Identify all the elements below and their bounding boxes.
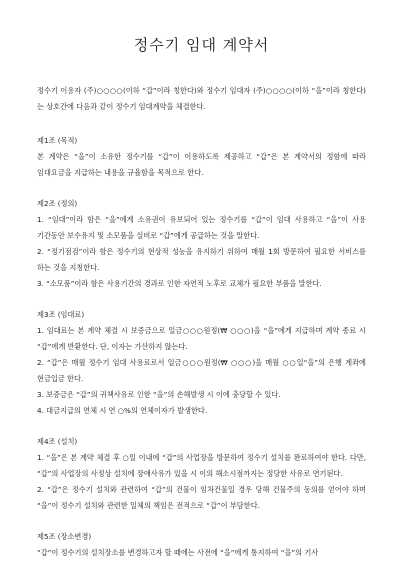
article-clause: 3. 보증금은 “갑”의 귀책사유로 인한 “을”의 손해발생 시 이에 충당할 수 있다. [37, 390, 281, 399]
article-clause: 1. 임대료는 본 계약 체결 시 보증금으로 일금○○○원정(₩ ○○○)을 “을”에게 지급하며 계약 종료 시 “갑”에게 반환한다. 단, 이자는 가산하지 않는다. [37, 326, 366, 351]
article-heading: 제3조 (임대료) [37, 310, 85, 319]
section-article-1 [37, 133, 366, 181]
section-article-5 [37, 529, 366, 561]
intro-paragraph: 정수기 이용자 (주)○○○○(이하 “갑”이라 칭한다)와 정수기 임대자 (주)○○○○(이하 “을”이라 칭한다)는 상호간에 다음과 같이 정수기 임대계약을 체결한다. [37, 86, 366, 111]
article-clause: 2. “갑”은 정수기 설치와 관련하여 “갑”의 건물이 임차건물일 경우 당해 건물주의 동의를 얻어야 하며 “을”이 정수기 설치와 관련한 일체의 책임은 전적으로 “갑”이 부담한다. [37, 485, 366, 510]
article-clause: “갑”이 정수기의 설치장소를 변경하고자 할 때에는 사전에 “을”에게 통지하여 “을”의 기사 [37, 548, 319, 557]
document-title: 정수기 임대 계약서 [133, 36, 270, 54]
article-clause: 3. “소모품”이라 함은 사용기간의 경과로 인한 자연적 노후로 교체가 필요한 부품을 말한다. [37, 279, 322, 288]
article-heading: 제1조 (목적) [37, 136, 78, 145]
article-clause: 2. “정기점검”이라 함은 정수기의 현상적 성능을 유지하기 위하여 매월 1회 방문하여 필요한 서비스를 하는 것을 지칭한다. [37, 247, 366, 272]
article-heading: 제4조 (설치) [37, 437, 78, 446]
article-clause: 4. 대금지급의 연체 시 연 ○%의 연체이자가 발생한다. [37, 406, 208, 415]
article-clause: 1. “임대”이라 함은 “을”에게 소유권이 유보되어 있는 정수기를 “갑”이 임대 사용하고 “을”이 사용 기간동안 보수유지 및 소모품을 실비로 “갑”에게 공급하는 것을 말한다. [37, 215, 366, 240]
section-article-4 [37, 434, 366, 514]
article-clause: 1. “을”은 본 계약 체결 후 ○일 이내에 “갑”의 사업장을 방문하여 정수기 설치를 완료하여야 한다. 다만, “갑”의 사업장의 사정상 설치에 장애사유가 있을 시 이의 해소시점까지는 정당한 사유로 연기된다. [37, 453, 366, 478]
article-heading: 제5조 (장소변경) [37, 532, 92, 541]
article-clause: 2. “갑”은 매월 정수기 임대 사용료로서 일금○○○원정(₩ ○○○)을 매월 ○○일“을”의 은행 계좌에 현금입금 한다. [37, 358, 366, 383]
section-article-3 [37, 307, 366, 419]
article-heading: 제2조 (정의) [37, 199, 78, 208]
article-clause: 본 계약은 “을”이 소유한 정수기를 “갑”이 이용하도록 제공하고 “갑”은 본 계약서의 정함에 따라 임대요금을 지급하는 내용을 규율함을 목적으로 한다. [37, 152, 366, 177]
section-article-2 [37, 196, 366, 292]
sections-container [37, 133, 366, 561]
